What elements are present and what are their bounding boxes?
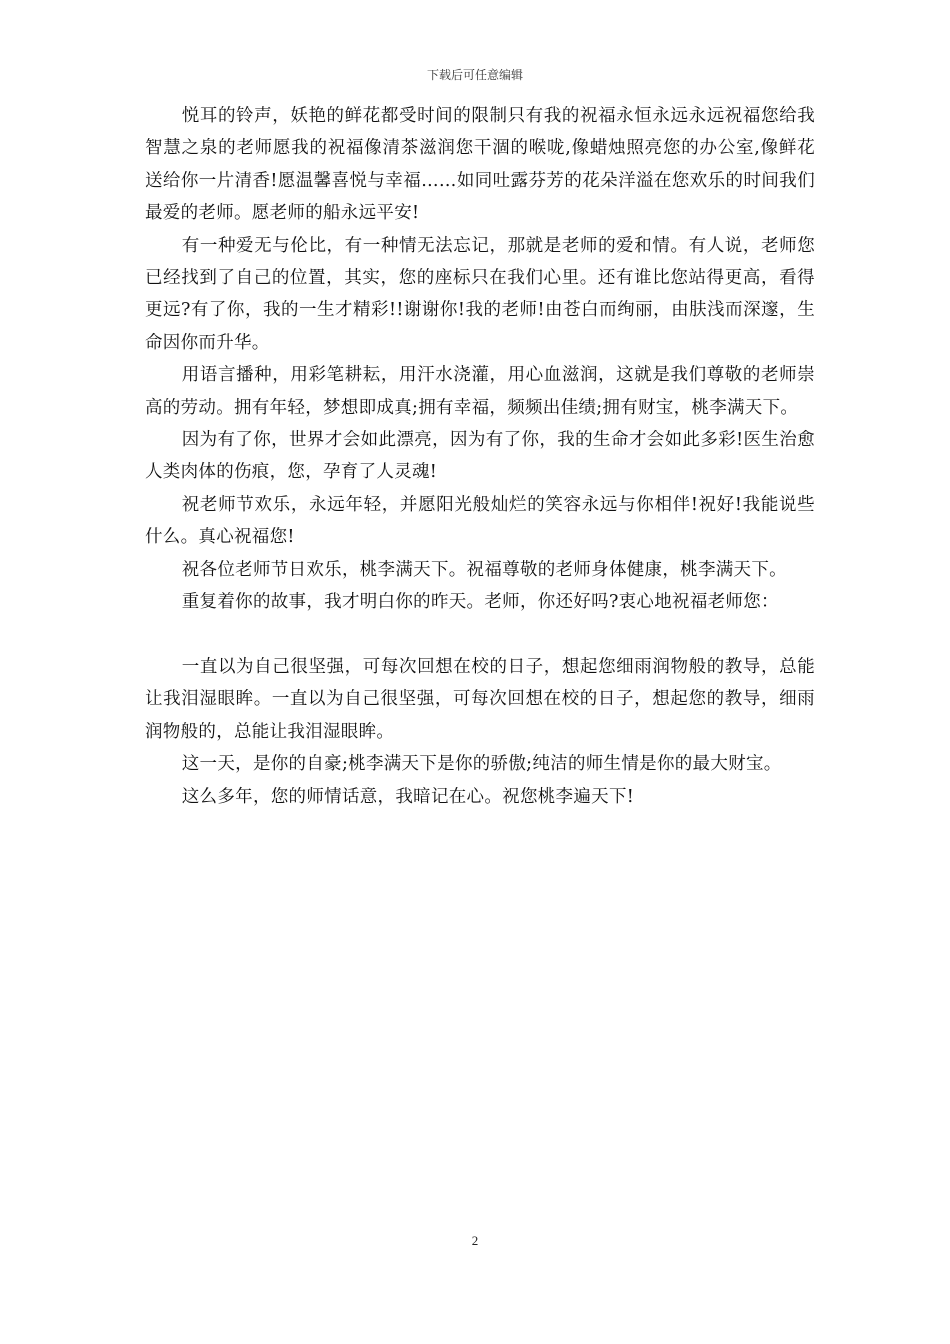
paragraph-1: 悦耳的铃声，妖艳的鲜花都受时间的限制只有我的祝福永恒永远永远祝福您给我智慧之泉的老师愿我的祝福像清茶滋润您干涸的喉咙,像蜡烛照亮您的办公室,像鲜花送给你一片清香!愿温馨喜悦与幸福……如同吐露芬芳的花朵洋溢在您欢乐的时间我们最爱的老师。愿老师的船永远平安!: [145, 106, 815, 224]
paragraph-5: 祝老师节欢乐，永远年轻，并愿阳光般灿烂的笑容永远与你相伴!祝好!我能说些什么。真心祝福您!: [145, 494, 815, 548]
paragraph-3: 用语言播种，用彩笔耕耘，用汗水浇灌，用心血滋润，这就是我们尊敬的老师崇高的劳动。拥有年轻，梦想即成真;拥有幸福，频频出佳绩;拥有财宝，桃李满天下。: [145, 365, 815, 418]
page-header: 下载后可任意编辑: [426, 68, 523, 82]
paragraph-7: 重复着你的故事，我才明白你的昨天。老师，你还好吗?衷心地祝福老师您：: [181, 592, 779, 613]
paragraph-8: 一直以为自己很坚强，可每次回想在校的日子，想起您细雨润物般的教导，总能让我泪湿眼眸。一直以为自己很坚强，可每次回想在校的日子，想起您的教导，细雨润物般的，总能让我泪湿眼眸。: [145, 656, 815, 742]
paragraph-10: 这么多年，您的师情话意，我暗记在心。祝您桃李遍天下!: [181, 786, 635, 807]
page-number: 2: [471, 1233, 479, 1248]
paragraph-2: 有一种爱无与伦比，有一种情无法忘记，那就是老师的爱和情。有人说，老师您已经找到了自己的位置，其实，您的座标只在我们心里。还有谁比您站得更高，看得更远?有了你，我的一生才精彩!!谢谢你!我的老师!由苍白而绚丽，由肤浅而深邃，生命因你而升华。: [145, 235, 815, 353]
paragraph-4: 因为有了你，世界才会如此漂亮，因为有了你，我的生命才会如此多彩!医生治愈人类肉体的伤痕，您，孕育了人灵魂!: [145, 430, 815, 483]
blank-line: [145, 619, 815, 651]
paragraph-6: 祝各位老师节日欢乐，桃李满天下。祝福尊敬的老师身体健康，桃李满天下。: [181, 559, 787, 580]
document-body: [145, 100, 815, 813]
paragraph-9: 这一天，是你的自豪;桃李满天下是你的骄傲;纯洁的师生情是你的最大财宝。: [181, 754, 782, 775]
